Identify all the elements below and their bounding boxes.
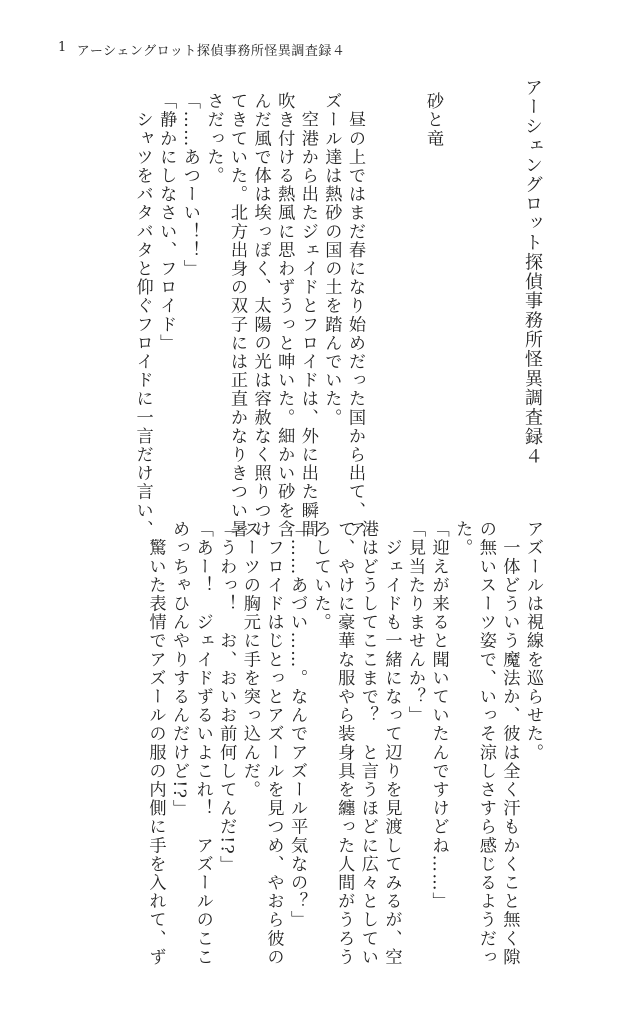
text-line: 「……あつーい！！」 <box>179 92 200 278</box>
page-header <box>58 40 345 59</box>
text-line: フロイドはじとっとアズールを見つめ、やおら彼の <box>263 520 284 967</box>
text-line: ジェイドも一緒になって辺りを見渡してみるが、空 <box>381 520 402 967</box>
text-line: ズール達は熱砂の国の土を踏んでいた。 <box>321 92 342 427</box>
text-line: めっちゃひんやりするんだけど!?」 <box>169 520 190 818</box>
text-line: て、やけに豪華な服やら装身具を纏った人間がうろう <box>334 520 355 967</box>
text-line: 吹き付ける熱風に思わずうっと呻いた。細かい砂を含 <box>274 92 295 539</box>
text-line: 港はどうしてここまで？ と言うほどに広々としてい <box>357 520 378 967</box>
text-line: た。 <box>452 520 473 558</box>
text-line: 昼の上ではまだ春になり始めだった国から出て、ア <box>345 92 365 539</box>
text-line: 「うわっ！ お、おいお前何してんだ!?」 <box>216 520 237 874</box>
text-line: スーツの胸元に手を突っ込んだ。 <box>239 520 260 799</box>
text-line: 空港から出たジェイドとフロイドは、外に出た瞬間 <box>297 92 318 539</box>
text-line: 「静かにしなさい、フロイド」 <box>156 92 177 353</box>
text-line: 「……あづい……。なんでアズール平気なの？」 <box>287 520 308 930</box>
text-line: ろしていた。 <box>310 520 331 632</box>
lower-body-text <box>66 520 544 967</box>
text-line: さだった。 <box>203 92 224 185</box>
text-line: んだ風で体は埃っぽく、太陽の光は容赦なく照りつけ <box>250 92 271 539</box>
book-title: アーシェングロット探偵事務所怪異調査録４ <box>522 78 543 466</box>
text-line: てきていた。北方出身の双子には正直かなりきつい暑 <box>227 92 248 539</box>
text-line: 「迎えが来ると聞いていたんですけどね……」 <box>428 520 449 911</box>
text-line: シャツをバタバタと仰ぐフロイドに一言だけ言い、 <box>132 92 153 539</box>
text-line: 「あー！ ジェイドずるいよこれ！ アズールのここ <box>192 520 213 967</box>
section-title: 砂と竜 <box>423 92 443 148</box>
upper-body-text <box>76 92 366 539</box>
text-line: の無いスーツ姿で、いっそ涼しさすら感じるようだっ <box>475 520 496 967</box>
text-line: 「見当たりませんか？」 <box>405 520 426 725</box>
text-line: 一体どういう魔法か、彼は全く汗もかくこと無く隙 <box>499 520 520 967</box>
page-number: 1 <box>58 40 67 55</box>
text-line: 驚いた表情でアズールの服の内側に手を入れて、ず <box>145 520 166 967</box>
running-title: アーシェングロット探偵事務所怪異調査録４ <box>76 44 346 59</box>
text-line: アズールは視線を巡らせた。 <box>523 520 543 762</box>
